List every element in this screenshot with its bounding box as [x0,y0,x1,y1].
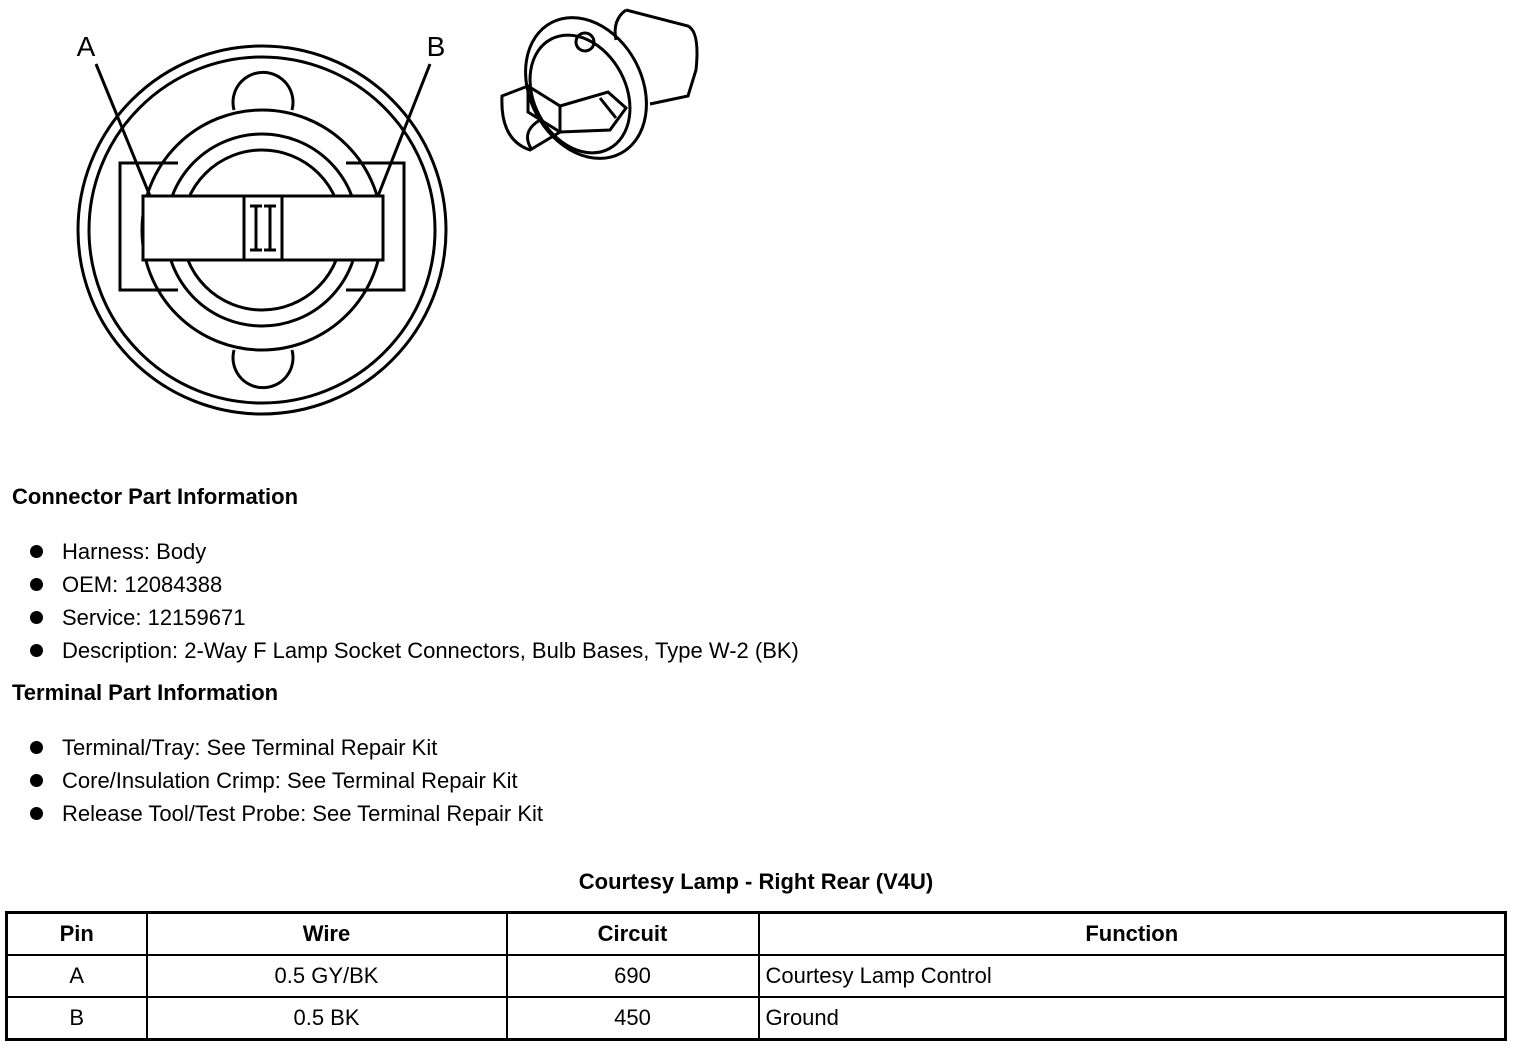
table-caption: Courtesy Lamp - Right Rear (V4U) [578,869,934,894]
pin-label-a: A [76,31,96,62]
header-pin: Pin [7,913,147,956]
list-item: Release Tool/Test Probe: See Terminal Repair Kit [30,797,543,830]
cell-wire: 0.5 GY/BK [147,955,507,997]
terminal-body [143,196,383,260]
list-item: Core/Insulation Crimp: See Terminal Repair Kit [30,764,543,797]
bottom-tab [233,350,293,388]
connector-info-list [30,535,799,667]
list-item: OEM: 12084388 [30,568,799,601]
table-row [7,955,1506,997]
cell-wire: 0.5 BK [147,997,507,1040]
leader-line-a [96,64,150,196]
pin-table [5,911,1507,1041]
list-item: Terminal/Tray: See Terminal Repair Kit [30,731,543,764]
cell-function: Ground [759,997,1506,1040]
terminal-info-title: Terminal Part Information [12,680,279,705]
list-item: Service: 12159671 [30,601,799,634]
connector-diagram [0,0,760,440]
header-circuit: Circuit [507,913,759,956]
table-row [7,997,1506,1040]
cell-circuit: 450 [507,997,759,1040]
pin-label-b: B [426,31,446,62]
cell-pin: B [7,997,147,1040]
top-tab [233,72,293,110]
cell-pin: A [7,955,147,997]
table-header-row [7,913,1506,956]
list-item: Description: 2-Way F Lamp Socket Connectors, Bulb Bases, Type W-2 (BK) [30,634,799,667]
connector-info-title: Connector Part Information [12,484,299,509]
list-item: Harness: Body [30,535,799,568]
cell-function: Courtesy Lamp Control [759,955,1506,997]
header-function: Function [759,913,1506,956]
header-wire: Wire [147,913,507,956]
cell-circuit: 690 [507,955,759,997]
terminal-info-list [30,731,543,830]
bulb-socket-illustration [502,0,697,180]
